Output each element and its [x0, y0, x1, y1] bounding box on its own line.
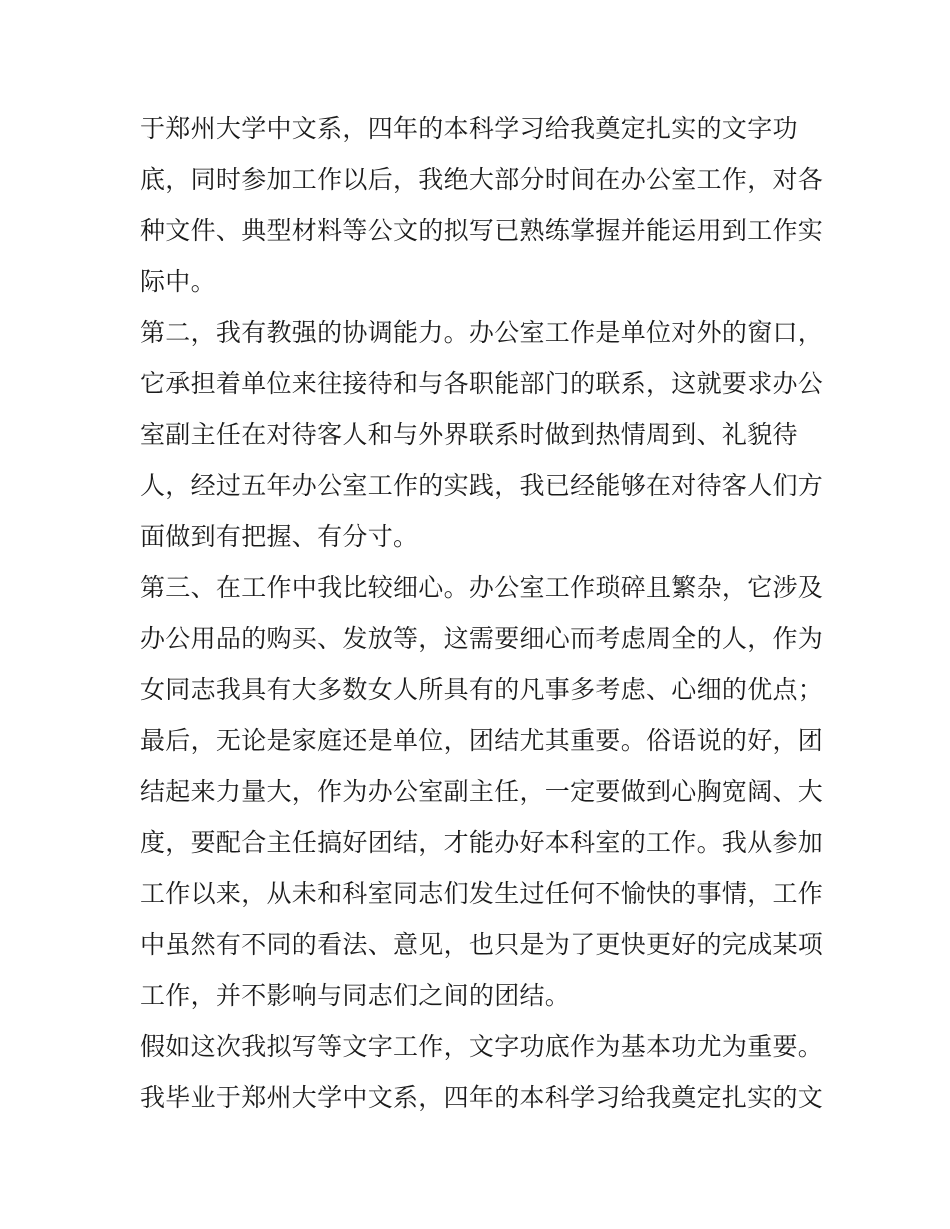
text-line: 女同志我具有大多数女人所具有的凡事多考虑、心细的优点； [140, 675, 824, 704]
text-line: 际中。 [140, 267, 216, 296]
text-line: 第三、在工作中我比较细心。办公室工作琐碎且繁杂，它涉及 [140, 573, 824, 602]
text-line: 底，同时参加工作以后，我绝大部分时间在办公室工作，对各 [140, 165, 824, 194]
text-line: 工作，并不影响与同志们之间的团结。 [140, 981, 571, 1010]
text-line: 面做到有把握、有分寸。 [140, 522, 419, 551]
text-line: 结起来力量大，作为办公室副主任，一定要做到心胸宽阔、大 [140, 777, 824, 806]
text-line: 我毕业于郑州大学中文系，四年的本科学习给我奠定扎实的文 [140, 1083, 824, 1112]
text-line: 室副主任在对待客人和与外界联系时做到热情周到、礼貌待 [140, 420, 798, 449]
body-text [140, 103, 824, 1123]
text-line: 工作以来，从未和科室同志们发生过任何不愉快的事情，工作 [140, 879, 824, 908]
text-line: 中虽然有不同的看法、意见，也只是为了更快更好的完成某项 [140, 930, 824, 959]
text-line: 人，经过五年办公室工作的实践，我已经能够在对待客人们方 [140, 471, 824, 500]
text-line: 假如这次我拟写等文字工作，文字功底作为基本功尤为重要。 [140, 1032, 824, 1061]
text-line: 它承担着单位来往接待和与各职能部门的联系，这就要求办公 [140, 369, 824, 398]
text-line: 于郑州大学中文系，四年的本科学习给我奠定扎实的文字功 [140, 114, 798, 143]
text-line: 最后，无论是家庭还是单位，团结尤其重要。俗语说的好，团 [140, 726, 824, 755]
text-line: 第二，我有教强的协调能力。办公室工作是单位对外的窗口， [140, 318, 824, 347]
text-line: 种文件、典型材料等公文的拟写已熟练掌握并能运用到工作实 [140, 216, 824, 245]
text-line: 度，要配合主任搞好团结，才能办好本科室的工作。我从参加 [140, 828, 824, 857]
text-line: 办公用品的购买、发放等，这需要细心而考虑周全的人，作为 [140, 624, 824, 653]
